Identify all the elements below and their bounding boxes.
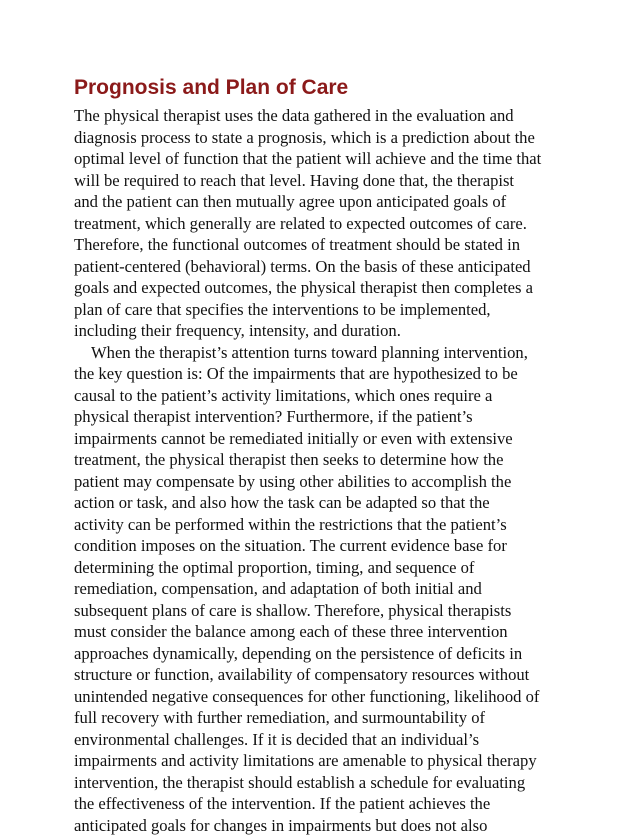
text-line: causal to the patient’s activity limitations, which ones require a <box>74 385 574 407</box>
text-line: goals and expected outcomes, the physical therapist then completes a <box>74 277 574 299</box>
text-line: impairments and activity limitations are amenable to physical therapy <box>74 750 574 772</box>
text-line: the effectiveness of the intervention. If the patient achieves the <box>74 793 574 815</box>
text-line: including their frequency, intensity, and duration. <box>74 320 574 342</box>
text-line: When the therapist’s attention turns toward planning intervention, <box>74 342 574 364</box>
text-line: structure or function, availability of compensatory resources without <box>74 664 574 686</box>
text-line: patient may compensate by using other abilities to accomplish the <box>74 471 574 493</box>
text-line: Therefore, the functional outcomes of treatment should be stated in <box>74 234 574 256</box>
text-line: action or task, and also how the task can be adapted so that the <box>74 492 574 514</box>
text-line: condition imposes on the situation. The current evidence base for <box>74 535 574 557</box>
text-line: and the patient can then mutually agree upon anticipated goals of <box>74 191 574 213</box>
text-line: determining the optimal proportion, timing, and sequence of <box>74 557 574 579</box>
paragraph-1 <box>74 105 574 342</box>
text-line: will be required to reach that level. Having done that, the therapist <box>74 170 574 192</box>
text-line: remediation, compensation, and adaptation of both initial and <box>74 578 574 600</box>
document-page <box>74 74 574 836</box>
paragraph-2 <box>74 342 574 836</box>
text-line: treatment, the physical therapist then seeks to determine how the <box>74 449 574 471</box>
text-line: must consider the balance among each of these three intervention <box>74 621 574 643</box>
text-line: patient-centered (behavioral) terms. On the basis of these anticipated <box>74 256 574 278</box>
text-line: plan of care that specifies the interventions to be implemented, <box>74 299 574 321</box>
text-line: anticipated goals for changes in impairments but does not also <box>74 815 574 836</box>
text-line: full recovery with further remediation, and surmountability of <box>74 707 574 729</box>
text-line: physical therapist intervention? Furthermore, if the patient’s <box>74 406 574 428</box>
text-line: the key question is: Of the impairments that are hypothesized to be <box>74 363 574 385</box>
text-line: unintended negative consequences for other functioning, likelihood of <box>74 686 574 708</box>
text-line: environmental challenges. If it is decided that an individual’s <box>74 729 574 751</box>
text-line: treatment, which generally are related to expected outcomes of care. <box>74 213 574 235</box>
text-line: intervention, the therapist should establish a schedule for evaluating <box>74 772 574 794</box>
text-line: subsequent plans of care is shallow. Therefore, physical therapists <box>74 600 574 622</box>
text-line: activity can be performed within the restrictions that the patient’s <box>74 514 574 536</box>
text-line: optimal level of function that the patient will achieve and the time that <box>74 148 574 170</box>
text-line: diagnosis process to state a prognosis, which is a prediction about the <box>74 127 574 149</box>
text-line: The physical therapist uses the data gathered in the evaluation and <box>74 105 574 127</box>
section-heading: Prognosis and Plan of Care <box>74 74 574 102</box>
text-line: impairments cannot be remediated initially or even with extensive <box>74 428 574 450</box>
text-line: approaches dynamically, depending on the persistence of deficits in <box>74 643 574 665</box>
